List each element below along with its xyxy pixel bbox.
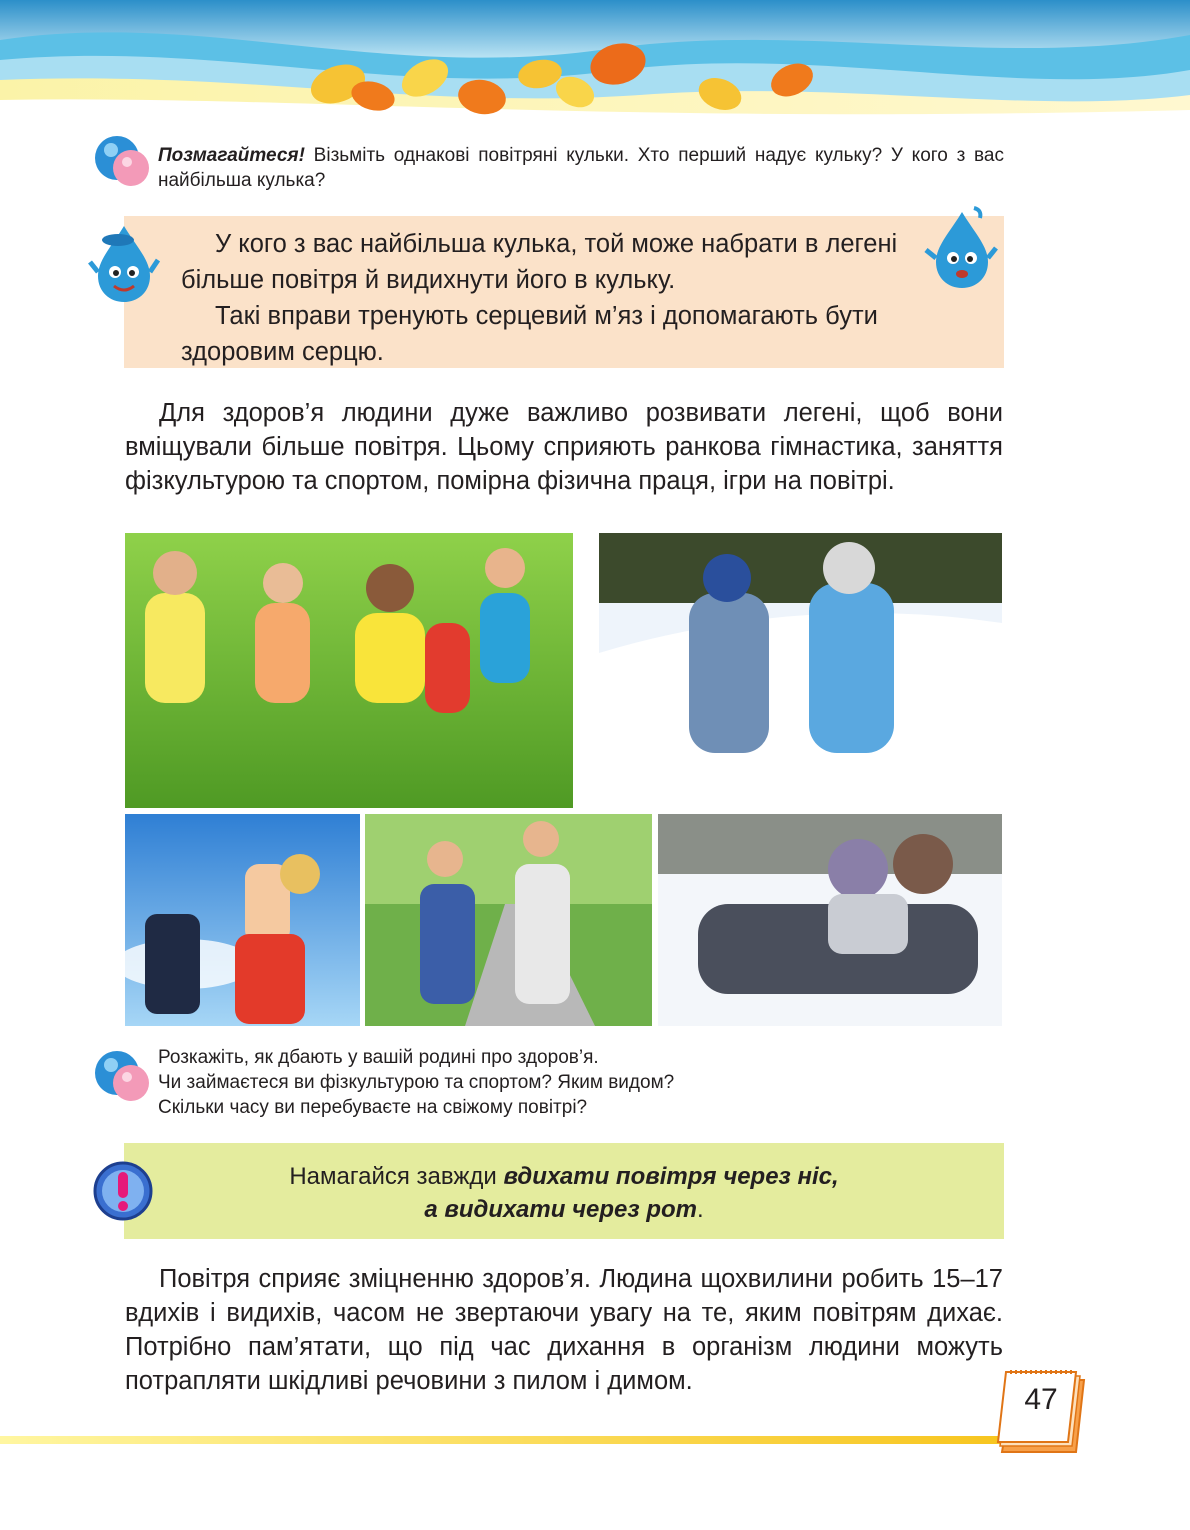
rule-box bbox=[124, 1143, 1004, 1239]
task2-line1: Розкажіть, як дбають у вашій родині про здоров’я. bbox=[158, 1047, 599, 1068]
droplet-mascot-right-icon bbox=[924, 204, 998, 290]
droplet-mascot-left-icon bbox=[88, 222, 160, 306]
rule-em1: вдихати повітря через ніс, bbox=[503, 1163, 839, 1190]
info-line2: Такі вправи тренують серцевий м’яз і допомагають бути здоровим серцю. bbox=[181, 302, 878, 366]
rule-prefix: Намагайся завжди bbox=[289, 1163, 504, 1190]
info-line1: У кого з вас найбільша кулька, той може набрати в легені більше повітря й видихнути його в кульку. bbox=[181, 230, 898, 294]
rule-em2: а видихати через рот bbox=[424, 1196, 697, 1223]
photo-exercise-icon bbox=[125, 814, 360, 1026]
photo-children-running-icon bbox=[125, 533, 573, 808]
paragraph-2: Повітря сприяє зміцненню здоров’я. Людина щохвилини робить 15–17 вдихів і видихів, часом не звертаючи увагу на те, яким повітрям дихає. Потрібно пам’ятати, що під час дихання в організм людини можуть потрапляти шкідливі речовини з пилом і димом. bbox=[125, 1265, 1003, 1395]
photo-children-snow-icon bbox=[599, 533, 1002, 808]
photo-rollerblading-icon bbox=[365, 814, 652, 1026]
paragraph-1: Для здоров’я людини дуже важливо розвивати легені, щоб вони вміщували більше повітря. Цьому сприяють ранкова гімнастика, заняття фізкультурою та спортом, помірна фізична праця, ігри на повітрі. bbox=[125, 399, 1003, 495]
footer-line bbox=[0, 1436, 1010, 1444]
task1-text bbox=[158, 143, 1004, 193]
task2-line3: Скільки часу ви перебуваєте на свіжому повітрі? bbox=[158, 1097, 588, 1118]
page-number: 47 bbox=[1024, 1383, 1058, 1416]
discussion-balloons-icon bbox=[93, 1045, 151, 1111]
exclamation-icon bbox=[92, 1160, 154, 1222]
task1-lead: Позмагайтеся! bbox=[158, 145, 305, 166]
task2-line2: Чи займаєтеся ви фізкультурою та спортом? Яким видом? bbox=[158, 1072, 675, 1093]
header-banner bbox=[0, 0, 1190, 135]
discussion-balloons-icon bbox=[93, 130, 151, 196]
photo-sledding-icon bbox=[658, 814, 1002, 1026]
info-box bbox=[124, 216, 1004, 368]
rule-suffix: . bbox=[696, 1196, 704, 1223]
task1-body: Візьміть однакові повітряні кульки. Хто перший надує кульку? У кого з вас найбільша кулька? bbox=[158, 145, 1004, 191]
task2-text bbox=[158, 1045, 998, 1120]
